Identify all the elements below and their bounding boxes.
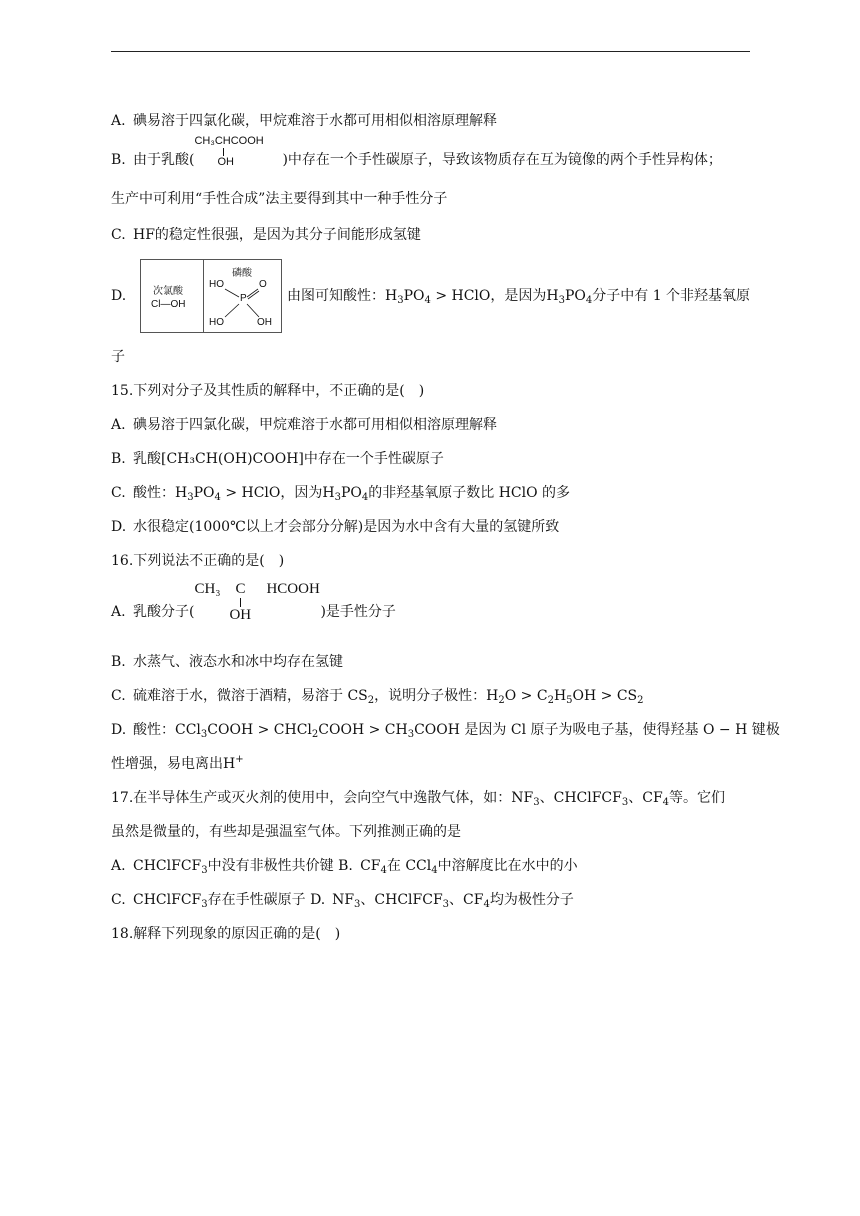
q17-option-d: D. $NF_3$、CHClFCF$_3$、$CF_4$均为极性分子	[310, 892, 574, 910]
q17-stem-line2: 虽然是微量的，有些却是强温室气体。下列推测正确的是	[111, 824, 461, 840]
q17-options-ab	[111, 856, 578, 876]
q17-option-c: C. CHClFCF$_3$存在手性碳原子	[111, 892, 306, 910]
q17-option-a: A. CHClFCF$_3$中没有非极性共价键	[111, 858, 334, 876]
q14-option-d-text: 由图可知酸性：$H_3PO_4$ > HClO，是因为$H_3PO_4$分子中有 1 个非羟基氧原	[287, 288, 751, 306]
q14-option-b-line2: 生产中可利用“手性合成”法主要得到其中一种手性分子	[111, 191, 448, 207]
q16-option-d: D. 酸性：CCl$_3$COOH > CHCl$_2$COOH > $CH_3COOH$ 是因为 Cl 原子为吸电子基，使得羟基 O − H 键极	[111, 722, 780, 740]
phosphoric-acid-bonds	[141, 260, 281, 332]
q15-option-b: B. 乳酸[CH₃CH(OH)COOH]中存在一个手性碳原子	[111, 451, 444, 467]
lactic-acid-formula-figure: CH₃CHCOOH OH	[194, 135, 264, 168]
q17-option-b: B. $CF_4$在 CCl$_4$中溶解度比在水中的小	[338, 858, 578, 876]
q15-stem: 15.下列对分子及其性质的解释中，不正确的是( )	[111, 383, 425, 399]
q16-option-b: B. 水蒸气、液态水和冰中均存在氢键	[111, 654, 343, 670]
q16-option-d-line2: 性增强，易电离出H+	[111, 754, 244, 772]
q16-option-c: C. 硫难溶于水，微溶于酒精，易溶于 $CS_2$，说明分子极性：$H_2O > C_2H_5OH > CS_2$	[111, 688, 644, 706]
acid-structure-figure: 次氯酸 Cl—OH 磷酸 HO O P HO OH	[140, 259, 282, 333]
q16-option-a: A. 乳酸分子( CH₃ C HCOOH OH )是手性分子	[111, 581, 396, 623]
q15-option-c: C. 酸性：$H_3PO_4$ > HClO，因为$H_3PO_4$的非羟基氧原子数比 HClO 的多	[111, 485, 571, 503]
q14-option-d-line2: 子	[111, 349, 125, 365]
q16-stem: 16.下列说法不正确的是( )	[111, 553, 285, 569]
bond-line	[240, 598, 241, 607]
bond-line	[223, 148, 224, 156]
q14-option-d: D.	[111, 288, 127, 304]
q15-option-a: A. 碘易溶于四氯化碳，甲烷难溶于水都可用相似相溶原理解释	[111, 417, 497, 433]
q14-option-a: A. 碘易溶于四氯化碳，甲烷难溶于水都可用相似相溶原理解释	[111, 113, 497, 129]
lactic-acid-structure-figure: CH₃ C HCOOH OH	[194, 581, 320, 623]
q14-option-c: C. HF的稳定性很强，是因为其分子间能形成氢键	[111, 227, 421, 243]
q17-options-cd	[111, 890, 574, 910]
q14-option-b: B. 由于乳酸( CH₃CHCOOH OH )中存在一个手性碳原子，导致该物质存在互为镜像的两个手性异构体；	[111, 135, 722, 168]
q18-stem: 18.解释下列现象的原因正确的是( )	[111, 926, 341, 942]
q15-option-d: D. 水很稳定(1000℃以上才会部分分解)是因为水中含有大量的氢键所致	[111, 519, 560, 535]
q17-stem-line1: 17.在半导体生产或灭火剂的使用中，会向空气中逸散气体，如：$NF_3$、CHClFCF$_3$、$CF_4$等。它们	[111, 790, 726, 808]
header-rule	[111, 51, 750, 52]
